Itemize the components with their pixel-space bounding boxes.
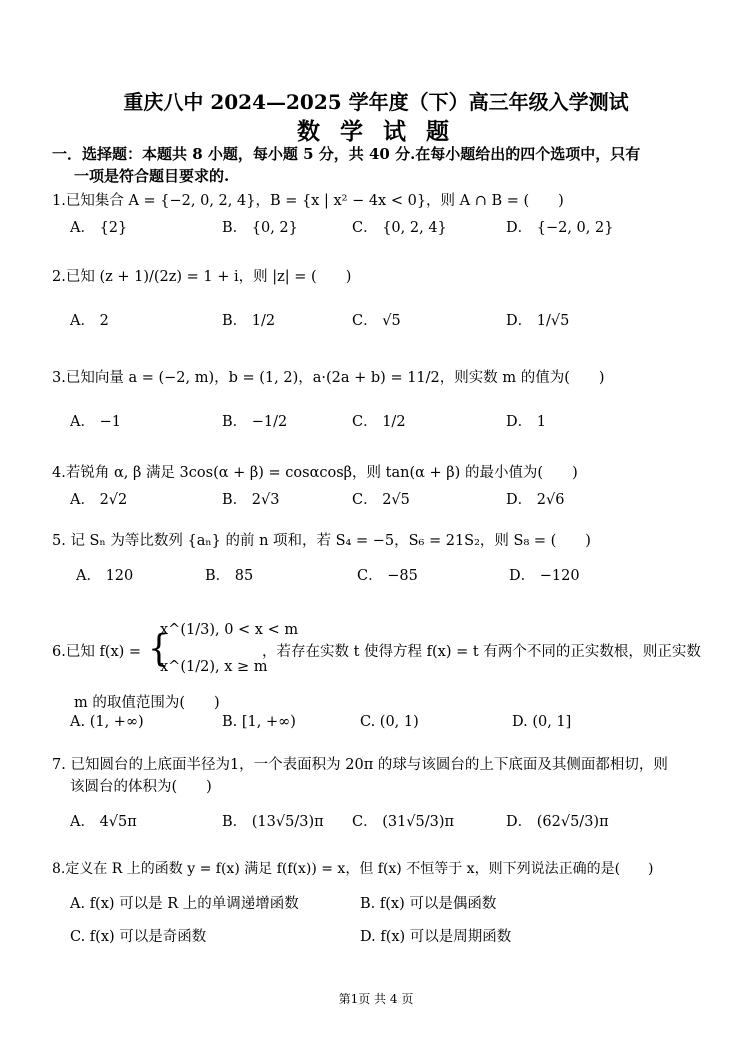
q5-option-d[interactable]: D． −120 xyxy=(509,568,580,584)
q1-option-d[interactable]: D． {−2, 0, 2} xyxy=(506,220,614,236)
q4-option-b[interactable]: B． 2√3 xyxy=(222,492,280,508)
q7-option-c[interactable]: C． (31√5/3)π xyxy=(352,814,455,830)
q7-option-a[interactable]: A． 4√5π xyxy=(70,814,137,830)
q6-option-c[interactable]: C. (0, 1) xyxy=(360,714,419,730)
question-6-stem-line2: m 的取值范围为( ) xyxy=(74,695,220,711)
q5-option-b[interactable]: B． 85 xyxy=(205,568,254,584)
question-8-stem: 8.定义在 R 上的函数 y = f(x) 满足 f(f(x)) = x，但 f(x) 不恒等于 x，则下列说法正确的是( ) xyxy=(52,861,654,877)
question-3-stem: 3.已知向量 a = (−2, m)，b = (1, 2)，a·(2a + b) = 11/2，则实数 m 的值为( ) xyxy=(52,370,605,386)
question-7-stem: 7. 已知圆台的上底面半径为1，一个表面积为 20π 的球与该圆台的上下底面及其侧面都相切，则 xyxy=(52,757,668,773)
q2-option-d[interactable]: D． 1/√5 xyxy=(506,313,570,329)
q1-option-b[interactable]: B． {0, 2} xyxy=(222,220,298,236)
q3-option-a[interactable]: A． −1 xyxy=(70,414,121,430)
q2-option-c[interactable]: C． √5 xyxy=(352,313,401,329)
q4-option-c[interactable]: C． 2√5 xyxy=(352,492,410,508)
q1-option-c[interactable]: C． {0, 2, 4} xyxy=(352,220,447,236)
q6-option-a[interactable]: A. (1, +∞) xyxy=(70,714,144,730)
q6-piece-1: x^(1/3), 0 < x < m xyxy=(160,622,299,638)
q2-option-b[interactable]: B． 1/2 xyxy=(222,313,276,329)
page-subtitle: 数 学 试 题 xyxy=(296,118,456,145)
q6-option-d[interactable]: D. (0, 1] xyxy=(512,714,572,730)
q6-piece-2: x^(1/2), x ≥ m xyxy=(160,659,268,675)
section-heading-cont: 一项是符合题目要求的. xyxy=(74,167,230,185)
q8-option-d[interactable]: D. f(x) 可以是周期函数 xyxy=(360,929,512,945)
question-5-stem: 5. 记 Sₙ 为等比数列 {aₙ} 的前 n 项和，若 S₄ = −5，S₆ = 21S₂，则 S₈ = ( ) xyxy=(52,533,591,549)
question-6-stem-suffix: ，若存在实数 t 使得方程 f(x) = t 有两个不同的正实数根，则正实数 xyxy=(262,644,701,660)
section-heading: 一．选择题：本题共 8 小题，每小题 5 分，共 40 分.在每小题给出的四个选项中，只有 xyxy=(52,145,641,163)
q5-option-c[interactable]: C． −85 xyxy=(357,568,418,584)
q8-option-c[interactable]: C. f(x) 可以是奇函数 xyxy=(70,929,207,945)
q8-option-b[interactable]: B. f(x) 可以是偶函数 xyxy=(360,896,497,912)
brace-symbol: { xyxy=(148,627,170,671)
q3-option-c[interactable]: C． 1/2 xyxy=(352,414,406,430)
question-4-stem: 4.若锐角 α, β 满足 3cos(α + β) = cosαcosβ，则 tan(α + β) 的最小值为( ) xyxy=(52,465,578,481)
question-7-stem-line2: 该圆台的体积为( ) xyxy=(70,779,212,795)
q7-option-b[interactable]: B． (13√5/3)π xyxy=(222,814,324,830)
q3-option-b[interactable]: B． −1/2 xyxy=(222,414,288,430)
q4-option-a[interactable]: A． 2√2 xyxy=(70,492,128,508)
q6-option-b[interactable]: B. [1, +∞) xyxy=(222,714,296,730)
question-1-stem: 1.已知集合 A = {−2, 0, 2, 4}，B = {x | x² − 4x < 0}，则 A ∩ B = ( ) xyxy=(52,193,564,209)
q1-option-a[interactable]: A． {2} xyxy=(70,220,128,236)
question-2-stem: 2.已知 (z + 1)/(2z) = 1 + i，则 |z| = ( ) xyxy=(52,269,352,285)
q8-option-a[interactable]: A. f(x) 可以是 R 上的单调递增函数 xyxy=(70,896,299,912)
q2-option-a[interactable]: A． 2 xyxy=(70,313,109,329)
q5-option-a[interactable]: A． 120 xyxy=(76,568,134,584)
question-6-stem-prefix: 6.已知 f(x) = xyxy=(52,644,142,660)
q4-option-d[interactable]: D． 2√6 xyxy=(506,492,565,508)
q3-option-d[interactable]: D． 1 xyxy=(506,414,546,430)
page-title: 重庆八中 2024—2025 学年度（下）高三年级入学测试 xyxy=(123,90,629,114)
page-footer: 第1页 共 4 页 xyxy=(338,992,414,1006)
q7-option-d[interactable]: D． (62√5/3)π xyxy=(506,814,609,830)
